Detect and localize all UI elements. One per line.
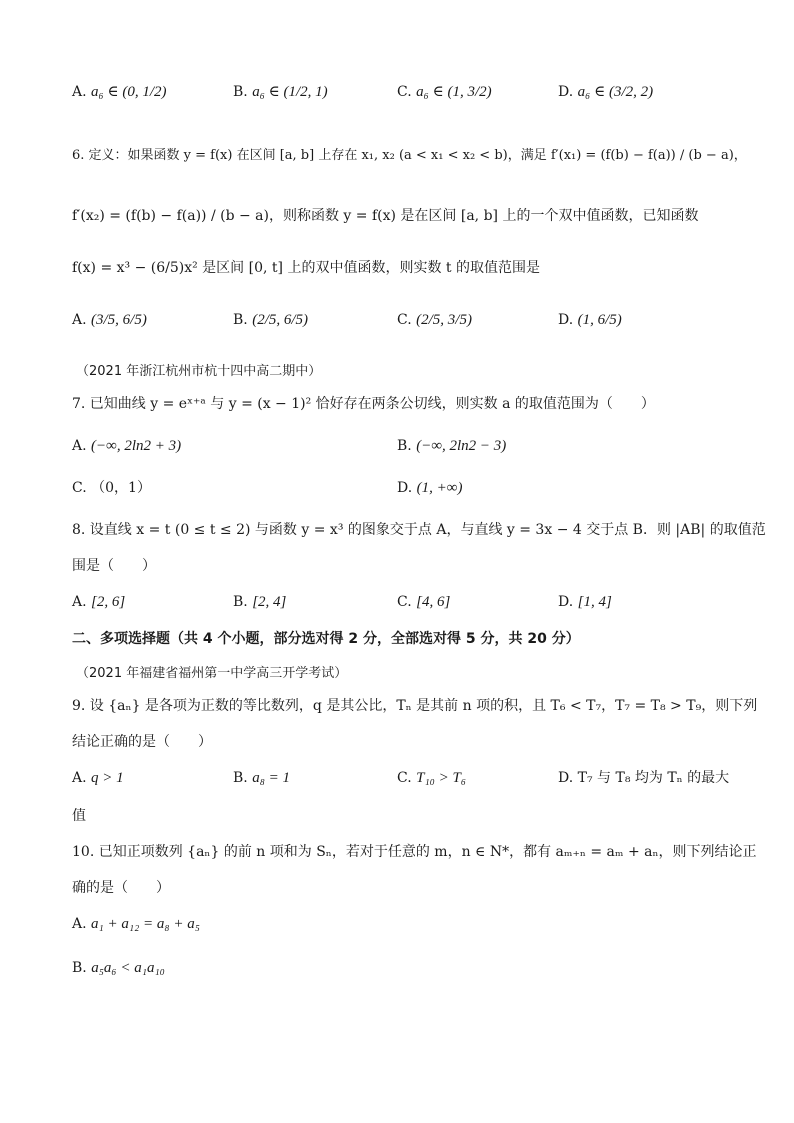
q8-option-c: C. [4, 6] <box>397 594 451 610</box>
q5-option-b: B. a₆ ∈ (1/2, 1) <box>233 84 328 100</box>
source-note-q7: （2021 年浙江杭州市杭十四中高二期中） <box>76 364 322 379</box>
q9-option-c: C. T₁₀ > T₆ <box>397 770 467 786</box>
q6-option-c: C. (2/5, 3/5) <box>397 312 472 328</box>
q5-option-c: C. a₆ ∈ (1, 3/2) <box>397 84 492 100</box>
q9-option-a: A. q > 1 <box>72 770 124 786</box>
q6-stem-line2: f′(x₂) = (f(b) − f(a)) / (b − a)，则称函数 y = f(x) 是在区间 [a, b] 上的一个双中值函数，已知函数 <box>72 208 699 224</box>
q6-option-d: D. (1, 6/5) <box>558 312 622 328</box>
q10-stem-line2: 确的是（ ） <box>72 880 170 896</box>
q7-option-d: D. (1, +∞) <box>397 480 463 496</box>
q7-option-a: A. (−∞, 2ln2 + 3) <box>72 438 182 454</box>
q6-stem-line1: 6. 定义：如果函数 y = f(x) 在区间 [a, b] 上存在 x₁, x₂ (a < x₁ < x₂ < b)，满足 f′(x₁) = (f(b) − f(a)) / (b − a)， <box>72 148 747 163</box>
q8-option-a: A. [2, 6] <box>72 594 126 610</box>
q8-stem-line1: 8. 设直线 x = t (0 ≤ t ≤ 2) 与函数 y = x³ 的图象交于点 A，与直线 y = 3x − 4 交于点 B．则 |AB| 的取值范 <box>72 522 766 538</box>
q10-stem-line1: 10. 已知正项数列 {aₙ} 的前 n 项和为 Sₙ，若对于任意的 m，n ∈ N*，都有 aₘ₊ₙ = aₘ + aₙ，则下列结论正 <box>72 844 757 860</box>
source-note-q9: （2021 年福建省福州第一中学高三开学考试） <box>76 666 348 681</box>
q9-option-d-continuation: 值 <box>72 808 86 824</box>
q9-option-d: D. T₇ 与 T₈ 均为 Tₙ 的最大 <box>558 770 730 786</box>
q9-stem-line2: 结论正确的是（ ） <box>72 734 212 750</box>
q5-option-d: D. a₆ ∈ (3/2, 2) <box>558 84 654 100</box>
q9-stem-line1: 9. 设 {aₙ} 是各项为正数的等比数列，q 是其公比，Tₙ 是其前 n 项的积，且 T₆ < T₇，T₇ = T₈ > T₉，则下列 <box>72 698 758 714</box>
q6-option-a: A. (3/5, 6/5) <box>72 312 147 328</box>
q6-stem-line3: f(x) = x³ − (6/5)x² 是区间 [0, t] 上的双中值函数，则实数 t 的取值范围是 <box>72 260 540 276</box>
q8-option-b: B. [2, 4] <box>233 594 287 610</box>
q8-stem-line2: 围是（ ） <box>72 558 156 574</box>
q7-option-b: B. (−∞, 2ln2 − 3) <box>397 438 507 454</box>
q10-option-a: A. a₁ + a₁₂ = a₈ + a₅ <box>72 916 200 932</box>
q7-stem: 7. 已知曲线 y = eˣ⁺ᵃ 与 y = (x − 1)² 恰好存在两条公切线，则实数 a 的取值范围为（ ） <box>72 396 655 412</box>
q10-option-b: B. a₅a₆ < a₁a₁₀ <box>72 960 165 976</box>
q8-option-d: D. [1, 4] <box>558 594 612 610</box>
q7-option-c: C. （0，1） <box>72 480 151 496</box>
q9-option-b: B. a₈ = 1 <box>233 770 291 786</box>
section-heading-multiple-choice: 二、多项选择题（共 4 个小题，部分选对得 2 分，全部选对得 5 分，共 20 分） <box>72 631 580 647</box>
q6-option-b: B. (2/5, 6/5) <box>233 312 309 328</box>
q5-option-a: A. a₆ ∈ (0, 1/2) <box>72 84 167 100</box>
